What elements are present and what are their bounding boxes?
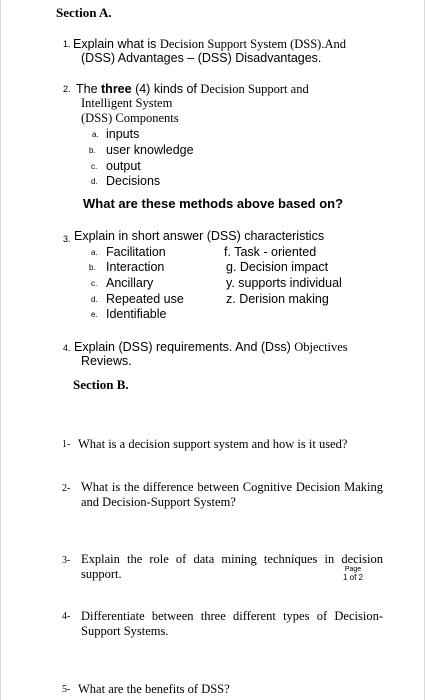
section-b-question-text: What is a decision support system and how is it used? [78, 437, 348, 451]
question-2-text-b: (4) kinds of [131, 82, 201, 96]
question-2-text-c: Decision Support and [200, 82, 309, 96]
question-1-line-2: (DSS) Advantages – (DSS) Disadvantages. [81, 51, 322, 65]
component-item-label: a. [92, 130, 99, 139]
characteristic-label: d. [91, 295, 98, 304]
characteristic-label: a. [91, 248, 98, 257]
question-1-text-a: Explain what is [73, 37, 160, 51]
section-b-question-number: 4- [62, 611, 71, 622]
question-1-line-1 [73, 36, 346, 52]
section-b-question-text: What are the benefits of DSS? [78, 682, 230, 696]
question-2-line-2: Intelligent System [81, 96, 173, 110]
section-b-question-number: 1- [62, 439, 71, 450]
question-4-line-2: Reviews. [81, 354, 132, 368]
page-label: Page [344, 566, 362, 573]
section-b-question-number: 3- [62, 555, 71, 566]
page-number-indicator [338, 566, 368, 582]
component-item-label: b. [89, 146, 96, 155]
section-a-heading: Section A. [56, 5, 112, 20]
section-b-question-number: 2- [62, 483, 71, 494]
section-b-question-text: What is the difference between Cognitive Decision Making and Decision-Support System? [81, 480, 383, 509]
question-2-text-strong: three [101, 82, 132, 96]
question-2-line-3: (DSS) Components [81, 111, 179, 125]
component-item-text: Decisions [106, 174, 161, 188]
characteristic-text: Identifiable [106, 307, 167, 321]
component-item-label: c. [91, 162, 98, 171]
characteristic-label: e. [91, 310, 98, 319]
component-item-text: inputs [106, 127, 140, 141]
question-1-number: 1. [63, 39, 71, 49]
section-b-question-number: 5- [62, 684, 71, 695]
question-3-number: 3. [63, 234, 71, 244]
question-4-text-b: Objectives [294, 340, 348, 354]
component-item-text: user knowledge [106, 143, 194, 157]
question-3-text: Explain in short answer (DSS) characteristics [74, 229, 325, 243]
characteristic-text: Facilitation [106, 245, 166, 259]
component-item-label: d. [91, 177, 98, 186]
question-1-text-b: Decision Support System (DSS). [159, 37, 325, 51]
question-4-line-1 [74, 339, 348, 355]
page-count: 1 of 2 [342, 573, 363, 582]
characteristic-text: z. Derision making [226, 292, 329, 306]
characteristic-text: Repeated use [106, 292, 184, 306]
characteristic-label: c. [91, 279, 98, 288]
question-4-text-a: Explain (DSS) requirements. And (Dss) [74, 340, 295, 354]
characteristic-text: Ancillary [106, 276, 154, 290]
characteristic-text: y. supports individual [226, 276, 342, 290]
component-item-text: output [106, 159, 141, 173]
question-2-line-1 [76, 81, 309, 97]
characteristic-text: Interaction [106, 260, 165, 274]
question-2-number: 2. [63, 84, 71, 94]
characteristic-text: g. Decision impact [226, 260, 329, 274]
methods-question: What are these methods above based on? [83, 196, 344, 211]
question-2-text-a: The [76, 82, 102, 96]
characteristic-label: b. [89, 263, 96, 272]
question-1-text-c: And [324, 37, 346, 51]
section-b-question-text: Differentiate between three different types of Decision-Support Systems. [81, 609, 383, 638]
question-4-number: 4. [63, 343, 71, 353]
section-b-question-text: Explain the role of data mining techniques in decision support. [81, 552, 383, 581]
section-b-heading: Section B. [73, 377, 129, 392]
characteristic-text: f. Task - oriented [224, 245, 317, 259]
